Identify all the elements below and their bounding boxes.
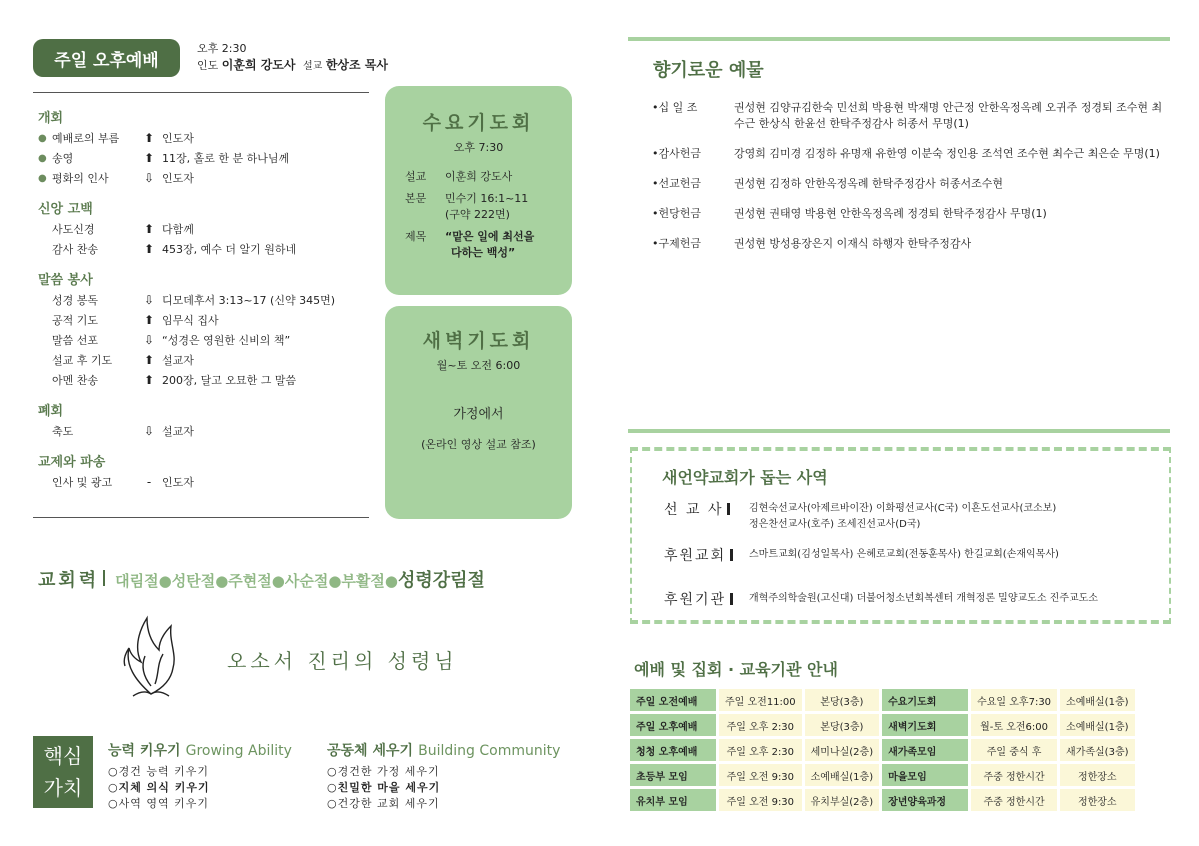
mission-line: 스마트교회(김성일목사) 은혜로교회(전동훈목사) 한길교회(손재익목사): [749, 549, 1059, 560]
order-item: [38, 290, 378, 310]
mission-box: [630, 447, 1171, 624]
order-bullet: ●: [38, 172, 47, 184]
order-section: 신앙 고백: [38, 202, 93, 217]
schedule-cell: 정한장소: [1060, 764, 1134, 786]
order-item-name: 성경 봉독: [52, 294, 99, 307]
offering-row: [652, 176, 1172, 192]
afternoon-time: 오후 2:30: [197, 42, 247, 55]
mission-row: [664, 589, 1098, 609]
wednesday-time: 오후 7:30: [453, 141, 504, 154]
schedule-cell: 수요기도회: [882, 689, 968, 711]
order-item: [38, 472, 378, 492]
offerings-top-bar: [628, 37, 1170, 41]
afternoon-title-pill: [33, 39, 180, 77]
schedule-cell: 월-토 오전6:00: [971, 714, 1057, 736]
order-posture-icon: ⬆: [143, 131, 155, 145]
afternoon-leader: 이훈희 강도사: [221, 58, 296, 72]
offerings-title: 향기로운 예물: [653, 60, 764, 81]
order-item-detail: 200장, 달고 오묘한 그 말씀: [162, 374, 297, 387]
order-item: [38, 239, 378, 259]
offering-label: •헌당헌금: [652, 207, 701, 220]
schedule-row: [630, 689, 1135, 711]
order-item-detail: 다함께: [162, 223, 194, 236]
schedule-cell: 주중 정한시간: [971, 764, 1057, 786]
order-posture-icon: ⇩: [143, 293, 155, 307]
order-item-name: 축도: [52, 425, 74, 438]
order-bullet: ●: [38, 152, 47, 164]
order-item-detail: 임무식 집사: [162, 314, 219, 327]
offering-names: 권성현 방성용장은지 이재식 하행자 한탁주정감사: [734, 237, 972, 250]
order-item: [38, 330, 378, 350]
core-col-1: 능력 키우기 Growing Ability ○경건 능력 키우기 ○지체 의식 키우기 ○사역 영역 키우기: [108, 743, 292, 810]
schedule-cell: 주일 오전예배: [630, 689, 716, 711]
schedule-row: [630, 789, 1135, 811]
calendar-motto: 오소서 진리의 성령님: [227, 649, 458, 673]
schedule-row: [630, 739, 1135, 761]
order-bullet: ●: [38, 132, 47, 144]
order-item: [38, 168, 378, 188]
offering-label: •십 일 조: [652, 101, 698, 114]
order-item: [38, 421, 378, 441]
offering-row: [652, 146, 1172, 162]
mission-top-bar: [628, 429, 1170, 433]
mission-row: [664, 545, 1059, 565]
dawn-place: 가정에서: [453, 407, 504, 422]
calendar-seasons: 대림절●성탄절●주현절●사순절●부활절●: [115, 572, 398, 590]
mission-line: 김현숙선교사(아제르바이잔) 이화평선교사(C국) 이흔도선교사(코소보): [749, 503, 1057, 514]
order-item-detail: 디모데후서 3:13~17 (신약 345면): [162, 294, 335, 307]
schedule-cell: 주일 오전 9:30: [719, 764, 802, 786]
order-item: [38, 310, 378, 330]
offering-row: [652, 206, 1172, 222]
schedule-cell: 본당(3층): [805, 689, 879, 711]
mission-title: 새언약교회가 돕는 사역: [662, 468, 828, 487]
schedule-cell: 세미나실(2층): [805, 739, 879, 761]
header-divider: [33, 92, 369, 93]
order-posture-icon: ⬆: [143, 353, 155, 367]
schedule-cell: 유치부 모임: [630, 789, 716, 811]
order-item-name: 사도신경: [52, 223, 95, 236]
dawn-time: 월~토 오전 6:00: [436, 359, 521, 372]
mission-label: 선 교 사: [664, 502, 724, 518]
schedule-cell: 새가족모임: [882, 739, 968, 761]
order-posture-icon: ⬆: [143, 373, 155, 387]
schedule-cell: 주중 정한시간: [971, 789, 1057, 811]
order-item: [38, 219, 378, 239]
schedule-cell: 장년양육과정: [882, 789, 968, 811]
order-item: [38, 128, 378, 148]
schedule-cell: 수요일 오후7:30: [971, 689, 1057, 711]
order-section: 말씀 봉사: [38, 273, 93, 288]
order-section: 개회: [38, 111, 64, 126]
schedule-cell: 소예배실(1층): [1060, 714, 1134, 736]
schedule-cell: 정한장소: [1060, 789, 1134, 811]
order-section: 교제와 파송: [38, 455, 106, 470]
wednesday-box: 수요기도회 오후 7:30 설교 이훈희 강도사 본문 민수기 16:1~11 (구약 222면) 제목 “맡은 일에 최선을 다하는 백성”: [385, 86, 572, 295]
order-item-detail: 설교자: [162, 425, 194, 438]
mission-label: 후원교회: [664, 548, 727, 564]
offering-names: 권성현 김정하 안한옥정옥례 한탁주정감사 허종서조수현: [734, 177, 1004, 190]
order-item-detail: 설교자: [162, 354, 194, 367]
schedule-row: [630, 714, 1135, 736]
order-posture-icon: ⬆: [143, 313, 155, 327]
order-item-name: 공적 기도: [52, 314, 99, 327]
wednesday-sermon-title: “맡은 일에 최선을: [445, 230, 535, 243]
order-item-name: 송영: [52, 152, 74, 165]
order-item-detail: 인도자: [162, 172, 194, 185]
order-posture-icon: ⇩: [143, 333, 155, 347]
schedule-cell: 주일 오전 9:30: [719, 789, 802, 811]
schedule-row: [630, 764, 1135, 786]
schedule-cell: 청청 오후예배: [630, 739, 716, 761]
calendar-label: 교회력: [38, 570, 100, 591]
order-item-detail: 인도자: [162, 132, 194, 145]
order-item-detail: 11장, 홀로 한 분 하나님께: [162, 152, 290, 165]
afternoon-info: 오후 2:30 인도 이훈희 강도사 설교 한상조 목사: [197, 42, 388, 72]
calendar-current: 성령강림절: [397, 570, 485, 591]
order-item-name: 감사 찬송: [52, 243, 99, 256]
order-posture-icon: ⇩: [143, 424, 155, 438]
order-item-name: 말씀 선포: [52, 334, 99, 347]
order-item-detail: 453장, 예수 더 알기 원하네: [162, 243, 297, 256]
offering-label: •선교헌금: [652, 177, 701, 190]
dawn-box: [385, 306, 572, 519]
afternoon-title: 주일 오후예배: [54, 50, 159, 71]
order-item-detail: “성경은 영원한 신비의 책”: [162, 334, 291, 347]
schedule-cell: 주일 오후 2:30: [719, 739, 802, 761]
church-calendar: [38, 566, 485, 592]
order-posture-icon: ⇩: [143, 171, 155, 185]
schedule-cell: 주일 중식 후: [971, 739, 1057, 761]
core-values-badge: 핵심 가치: [33, 736, 93, 808]
schedule-cell: 주일 오후 2:30: [719, 714, 802, 736]
order-item: [38, 148, 378, 168]
schedule-cell: 주일 오후예배: [630, 714, 716, 736]
offering-label: •구제헌금: [652, 237, 701, 250]
wednesday-title: 수요기도회: [422, 112, 535, 134]
mission-row: [664, 499, 1056, 533]
offering-label: •감사헌금: [652, 147, 701, 160]
schedule-cell: 유치부실(2층): [805, 789, 879, 811]
order-item-detail: 인도자: [162, 476, 194, 489]
order-of-service: [38, 107, 378, 492]
order-divider: [33, 517, 369, 518]
dawn-note: (온라인 영상 설교 참조): [421, 438, 536, 451]
mission-line: 정은찬선교사(호주) 조세진선교사(D국): [749, 519, 921, 530]
order-item: [38, 350, 378, 370]
offering-row: [652, 236, 1172, 252]
offerings-list: [652, 100, 1172, 266]
schedule-title: 예배 및 집회 · 교육기관 안내: [634, 660, 838, 679]
offering-names: 권성현 권태영 박용현 안한옥정옥례 정경퇴 한탁주정감사 무명(1): [734, 207, 1047, 220]
order-item-name: 인사 및 광고: [52, 476, 113, 489]
schedule-cell: 새가족실(3층): [1060, 739, 1134, 761]
order-posture-icon: ⬆: [143, 151, 155, 165]
order-item-name: 평화의 인사: [52, 172, 109, 185]
order-posture-icon: -: [146, 475, 152, 489]
schedule-cell: 소예배실(1층): [1060, 689, 1134, 711]
order-item-name: 설교 후 기도: [52, 354, 113, 367]
core-col-2: 공동체 세우기 Building Community ○경건한 가정 세우기 ○친밀한 마을 세우기 ○건강한 교회 세우기: [327, 743, 561, 810]
order-item-name: 예배로의 부름: [52, 132, 120, 145]
wednesday-preacher: 이훈희 강도사: [445, 170, 513, 183]
schedule-cell: 소예배실(1층): [805, 764, 879, 786]
schedule-cell: 새벽기도회: [882, 714, 968, 736]
offering-names: 강영희 김미경 김정하 유명재 유한영 이분숙 정인용 조석연 조수현 최수근 최은순 무명(1): [734, 147, 1160, 160]
order-posture-icon: ⬆: [143, 242, 155, 256]
schedule-table: [627, 686, 1138, 814]
schedule-cell: 초등부 모임: [630, 764, 716, 786]
afternoon-preacher: 한상조 목사: [325, 58, 388, 72]
order-item-name: 아멘 찬송: [52, 374, 99, 387]
mission-line: 개혁주의학술원(고신대) 더불어청소년회복센터 개혁정론 밀양교도소 진주교도소: [749, 593, 1098, 604]
schedule-cell: 마을모임: [882, 764, 968, 786]
schedule-cell: 본당(3층): [805, 714, 879, 736]
wednesday-text: 민수기 16:1~11: [445, 192, 529, 205]
order-posture-icon: ⬆: [143, 222, 155, 236]
holy-spirit-flame-icon: [115, 610, 187, 698]
schedule-cell: 주일 오전11:00: [719, 689, 802, 711]
mission-label: 후원기관: [664, 592, 727, 608]
order-section: 폐회: [38, 404, 64, 419]
dawn-title: 새벽기도회: [422, 330, 535, 352]
offering-names: 권성현 김양규김한숙 민선희 박용현 박재명 안근정 안한옥정옥례 오귀주 정경퇴 조수현 최수근 한상식 한윤선 한탁주정감사 허종서 무명(1): [734, 101, 1163, 130]
order-item: [38, 370, 378, 390]
offering-row: [652, 100, 1172, 132]
